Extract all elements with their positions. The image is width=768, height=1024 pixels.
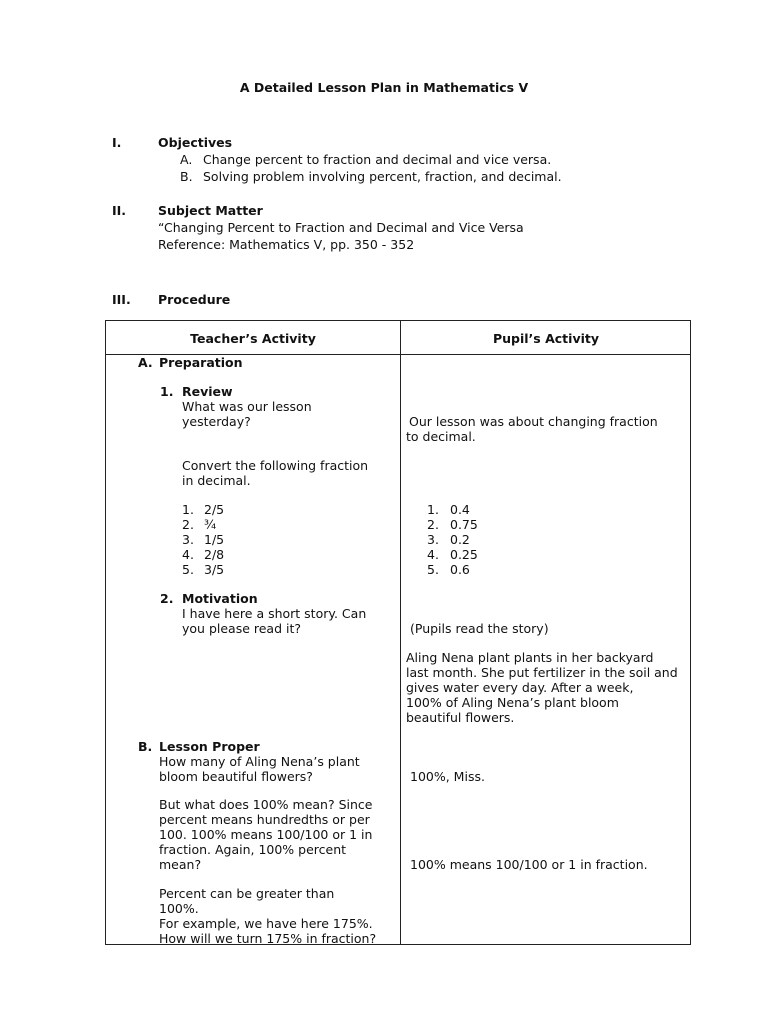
objective-a-text: Change percent to fraction and decimal and vice versa. — [203, 152, 552, 167]
review-answer-line: to decimal. — [406, 429, 476, 444]
pupil-answer: 100% means 100/100 or 1 in fraction. — [410, 857, 648, 872]
review-marker: 1. — [160, 384, 174, 399]
fraction-number: 5. — [182, 562, 194, 577]
lesson-question-line: bloom beautiful flowers? — [159, 769, 313, 784]
lesson-explanation-line: percent means hundredths or per — [159, 812, 370, 827]
fraction-number: 2. — [182, 517, 194, 532]
subject-matter-heading: Subject Matter — [158, 203, 263, 218]
convert-question-line: in decimal. — [182, 473, 251, 488]
fraction-value: 2/5 — [204, 502, 225, 517]
story-line: gives water every day. After a week, — [406, 680, 634, 695]
fraction-number: 1. — [182, 502, 194, 517]
motivation-question-line: you please read it? — [182, 621, 302, 636]
preparation-label: Preparation — [159, 355, 243, 370]
decimal-value: 0.25 — [450, 547, 478, 562]
lesson-example-line: 100%. — [159, 901, 199, 916]
review-label: Review — [182, 384, 233, 399]
lesson-example-line: Percent can be greater than — [159, 886, 335, 901]
teacher-activity-header: Teacher’s Activity — [190, 331, 316, 346]
motivation-question-line: I have here a short story. Can — [182, 606, 367, 621]
decimal-number: 5. — [427, 562, 439, 577]
convert-question-line: Convert the following fraction — [182, 458, 369, 473]
story-line: last month. She put fertilizer in the soil and — [406, 665, 678, 680]
decimal-value: 0.75 — [450, 517, 478, 532]
lesson-explanation-line: But what does 100% mean? Since — [159, 797, 373, 812]
decimal-number: 2. — [427, 517, 439, 532]
objectives-heading: Objectives — [158, 135, 233, 150]
story-line: 100% of Aling Nena’s plant bloom — [406, 695, 619, 710]
subject-matter-topic: “Changing Percent to Fraction and Decimal and Vice Versa — [158, 220, 524, 235]
fraction-value: 3/5 — [204, 562, 225, 577]
fraction-number: 4. — [182, 547, 194, 562]
lesson-example-line: For example, we have here 175%. — [159, 916, 373, 931]
objective-b-marker: B. — [180, 169, 193, 184]
pupil-answer: 100%, Miss. — [410, 769, 485, 784]
decimal-number: 1. — [427, 502, 439, 517]
procedure-numeral: III. — [112, 292, 131, 307]
lesson-question-line: How many of Aling Nena’s plant — [159, 754, 360, 769]
fraction-value: 1/5 — [204, 532, 225, 547]
preparation-marker: A. — [138, 355, 153, 370]
motivation-label: Motivation — [182, 591, 258, 606]
decimal-number: 4. — [427, 547, 439, 562]
review-question-line: What was our lesson — [182, 399, 312, 414]
review-answer-line: Our lesson was about changing fraction — [409, 414, 658, 429]
pupils-read-story: (Pupils read the story) — [410, 621, 549, 636]
subject-matter-numeral: II. — [112, 203, 127, 218]
lesson-proper-marker: B. — [138, 739, 153, 754]
story-line: beautiful flowers. — [406, 710, 515, 725]
column-divider — [400, 321, 401, 944]
objective-a-marker: A. — [180, 152, 193, 167]
decimal-number: 3. — [427, 532, 439, 547]
decimal-value: 0.2 — [450, 532, 470, 547]
subject-matter-reference: Reference: Mathematics V, pp. 350 - 352 — [158, 237, 415, 252]
objective-b-text: Solving problem involving percent, fraction, and decimal. — [203, 169, 562, 184]
pupil-activity-header: Pupil’s Activity — [492, 331, 600, 346]
story-line: Aling Nena plant plants in her backyard — [406, 650, 654, 665]
activity-table — [105, 320, 691, 945]
motivation-marker: 2. — [160, 591, 174, 606]
objectives-numeral: I. — [112, 135, 122, 150]
fraction-value: 2/8 — [204, 547, 225, 562]
fraction-number: 3. — [182, 532, 194, 547]
lesson-proper-label: Lesson Proper — [159, 739, 260, 754]
lesson-explanation-line: mean? — [159, 857, 202, 872]
lesson-explanation-line: 100. 100% means 100/100 or 1 in — [159, 827, 373, 842]
review-question-line: yesterday? — [182, 414, 251, 429]
procedure-heading: Procedure — [158, 292, 231, 307]
lesson-example-line: How will we turn 175% in fraction? — [159, 931, 377, 946]
decimal-value: 0.4 — [450, 502, 470, 517]
document-title: A Detailed Lesson Plan in Mathematics V — [239, 80, 529, 95]
decimal-value: 0.6 — [450, 562, 470, 577]
lesson-explanation-line: fraction. Again, 100% percent — [159, 842, 347, 857]
fraction-value: ¾ — [204, 517, 217, 532]
